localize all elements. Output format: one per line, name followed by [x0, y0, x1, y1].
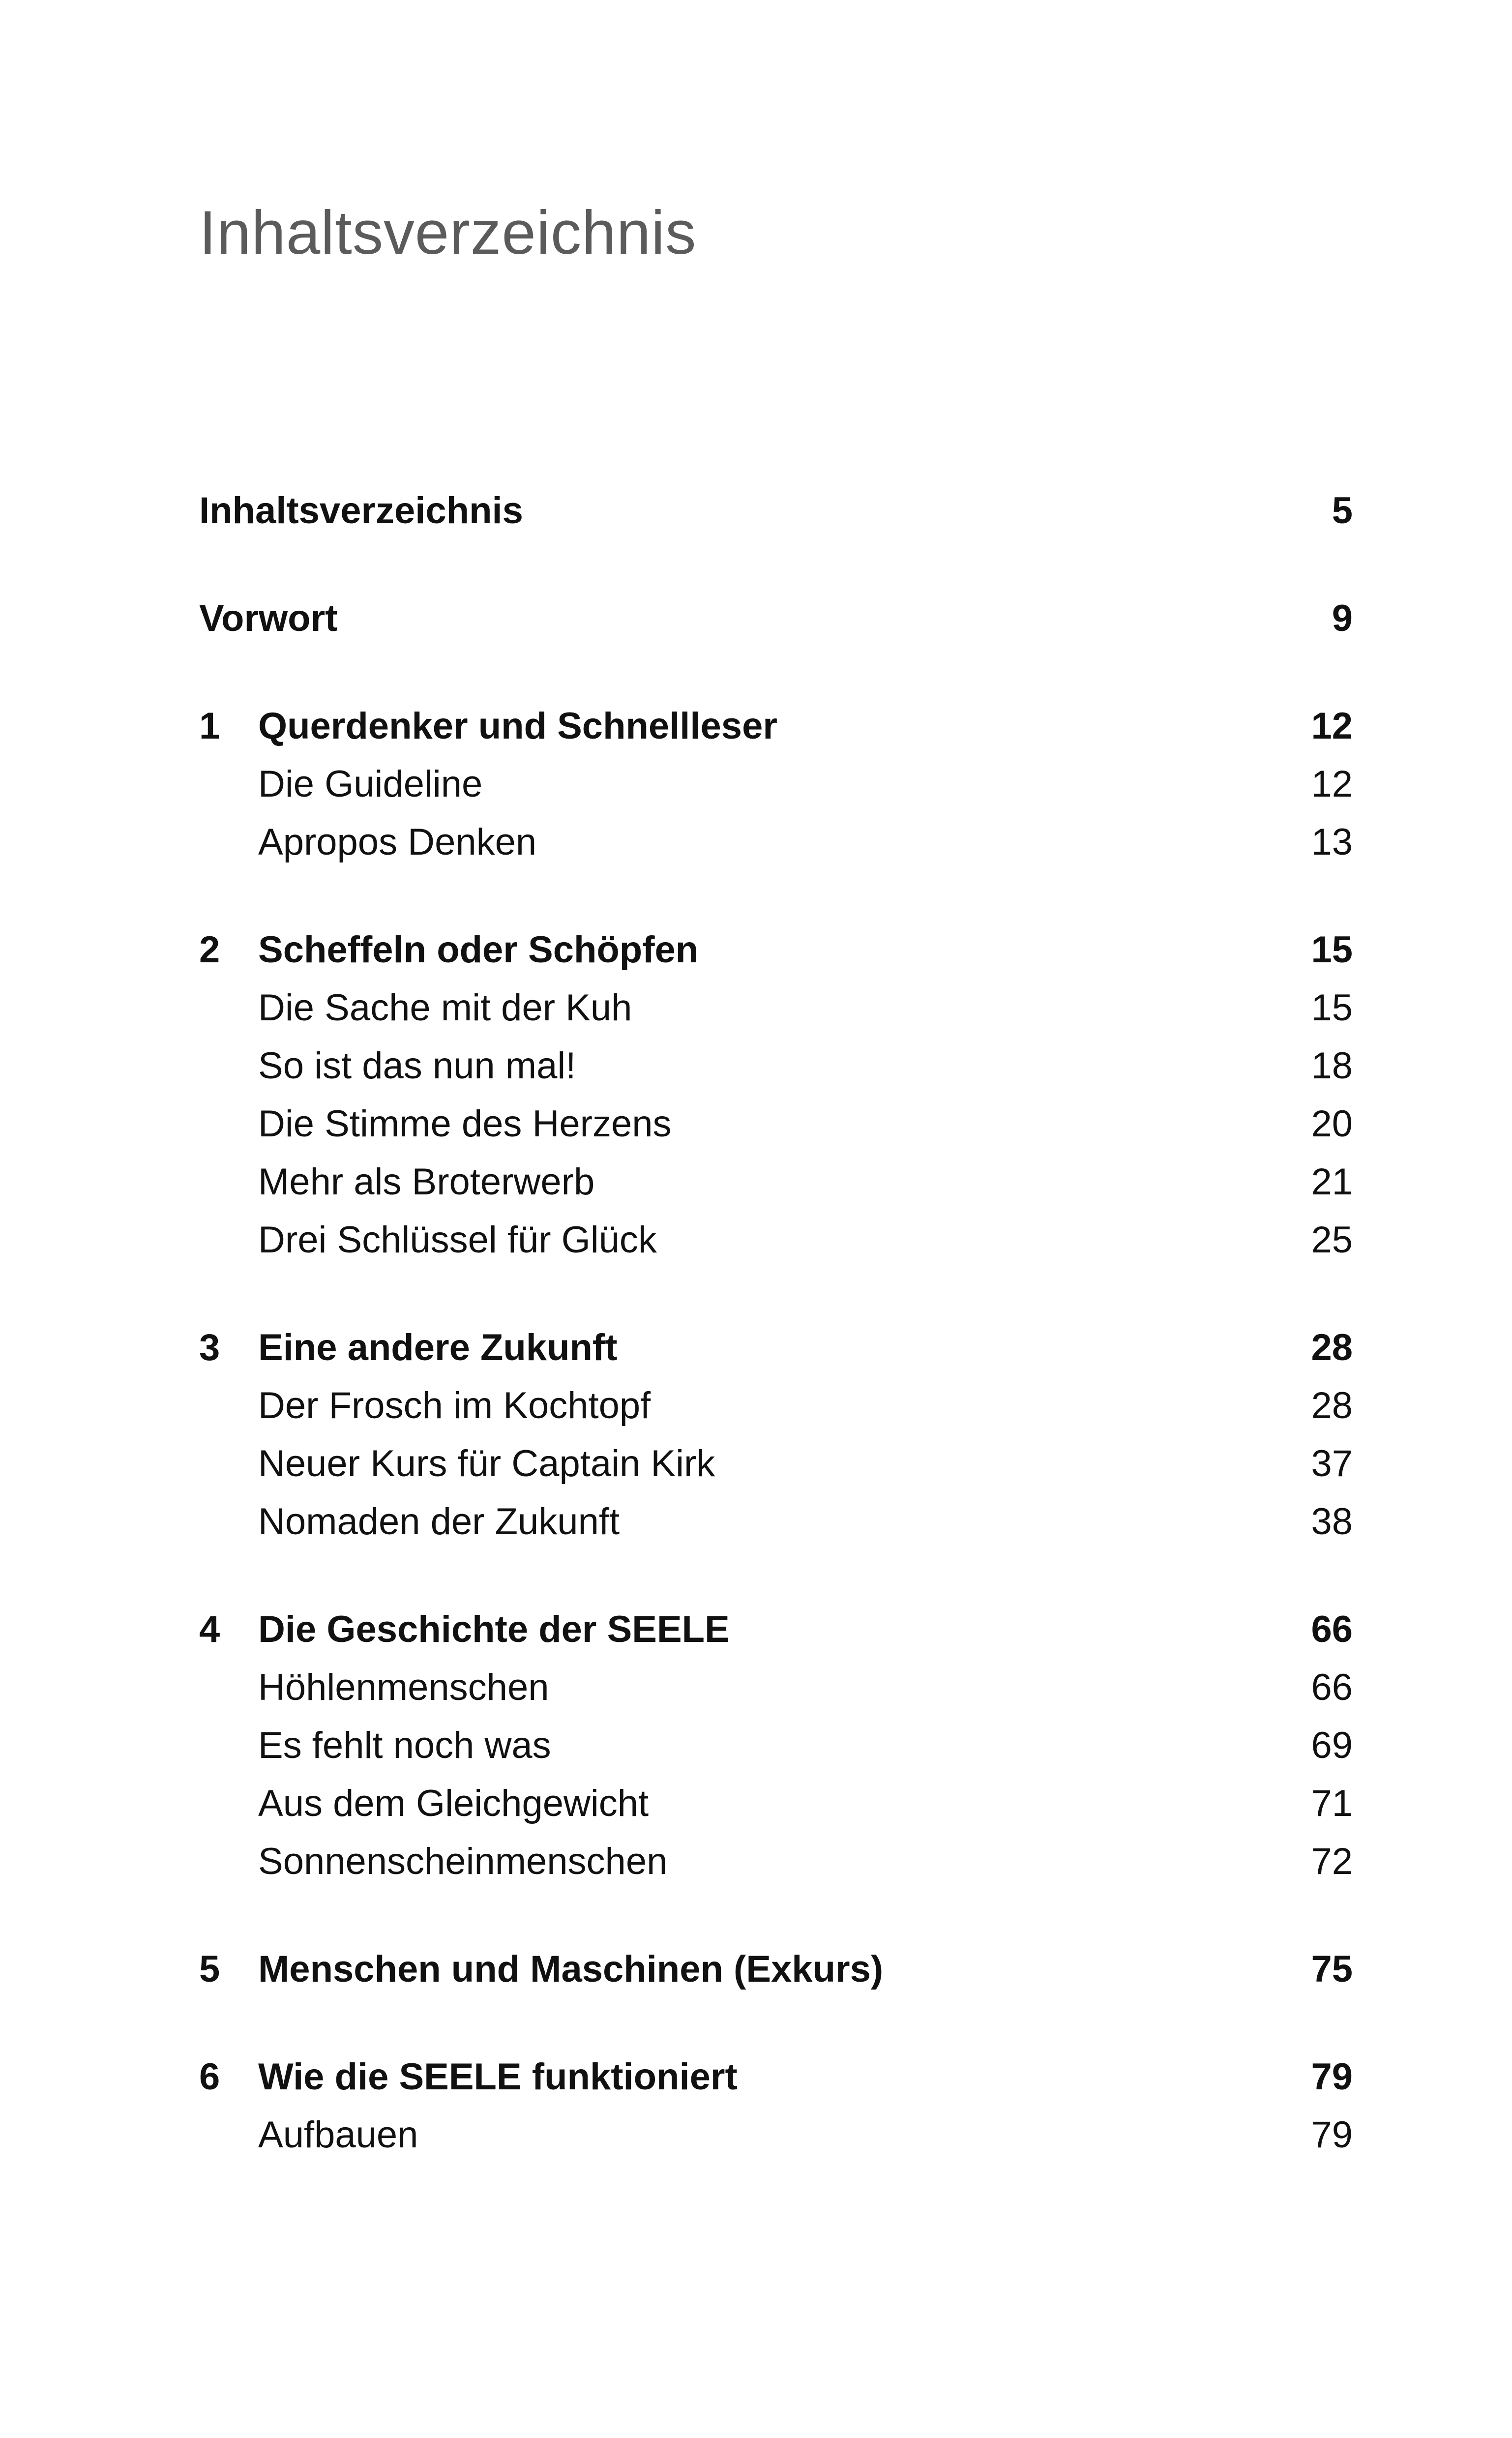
- table-of-contents: [199, 482, 1353, 2164]
- toc-entry-chapter: [199, 921, 1353, 979]
- section-gap: [199, 871, 1353, 921]
- toc-entry-page: 15: [1311, 929, 1353, 971]
- toc-entry-title: So ist das nun mal!: [258, 1045, 576, 1087]
- toc-chapter-number: 4: [199, 1608, 220, 1650]
- toc-entry-page: 18: [1311, 1045, 1353, 1087]
- toc-entry-section: [199, 1775, 1353, 1833]
- toc-entry-section: [199, 1095, 1353, 1153]
- toc-entry-page: 12: [1311, 705, 1353, 747]
- toc-entry-page: 25: [1311, 1219, 1353, 1261]
- toc-entry-chapter: [199, 1940, 1353, 1998]
- toc-entry-title: Neuer Kurs für Captain Kirk: [258, 1443, 715, 1485]
- toc-entry-page: 71: [1311, 1783, 1353, 1824]
- toc-entry-page: 72: [1311, 1841, 1353, 1882]
- toc-entry-title: Sonnenscheinmenschen: [258, 1841, 668, 1882]
- toc-entry-page: 79: [1311, 2056, 1353, 2098]
- section-gap: [199, 1269, 1353, 1319]
- toc-entry-title: Höhlenmenschen: [258, 1666, 549, 1708]
- toc-entry-title: Aufbauen: [258, 2114, 418, 2156]
- toc-chapter-number: 3: [199, 1327, 220, 1368]
- toc-entry-title: Die Guideline: [258, 763, 483, 805]
- toc-entry-title: Vorwort: [199, 597, 338, 639]
- toc-chapter-number: 2: [199, 929, 220, 971]
- toc-entry-chapter: [199, 697, 1353, 755]
- toc-entry-page: 9: [1332, 597, 1353, 639]
- toc-entry-page: 5: [1332, 490, 1353, 532]
- section-gap: [199, 540, 1353, 590]
- toc-entry-title: Die Sache mit der Kuh: [258, 987, 632, 1029]
- toc-entry-section: [199, 1211, 1353, 1269]
- toc-entry-section: [199, 1153, 1353, 1211]
- toc-entry-section: [199, 813, 1353, 871]
- toc-entry-section: [199, 1659, 1353, 1717]
- section-gap: [199, 1998, 1353, 2048]
- toc-chapter-number: 1: [199, 705, 220, 747]
- toc-chapter-number: 5: [199, 1948, 220, 1990]
- toc-entry-title: Scheffeln oder Schöpfen: [258, 929, 699, 971]
- toc-entry-title: Es fehlt noch was: [258, 1724, 551, 1766]
- toc-entry-page: 12: [1311, 763, 1353, 805]
- toc-entry-title: Menschen und Maschinen (Exkurs): [258, 1948, 884, 1990]
- toc-entry-front-matter: [199, 590, 1353, 648]
- toc-entry-page: 75: [1311, 1948, 1353, 1990]
- toc-entry-section: [199, 2106, 1353, 2164]
- toc-entry-section: [199, 755, 1353, 813]
- toc-entry-title: Inhaltsverzeichnis: [199, 490, 523, 532]
- toc-entry-page: 79: [1311, 2114, 1353, 2156]
- toc-entry-title: Querdenker und Schnellleser: [258, 705, 777, 747]
- toc-entry-chapter: [199, 2048, 1353, 2106]
- toc-entry-page: 69: [1311, 1724, 1353, 1766]
- toc-entry-page: 13: [1311, 821, 1353, 863]
- toc-entry-title: Wie die SEELE funktioniert: [258, 2056, 738, 2098]
- toc-entry-section: [199, 1833, 1353, 1891]
- toc-entry-title: Der Frosch im Kochtopf: [258, 1385, 651, 1427]
- toc-entry-page: 15: [1311, 987, 1353, 1029]
- section-gap: [199, 648, 1353, 697]
- toc-entry-page: 21: [1311, 1161, 1353, 1203]
- toc-entry-page: 28: [1311, 1385, 1353, 1427]
- toc-entry-page: 28: [1311, 1327, 1353, 1368]
- toc-entry-chapter: [199, 1319, 1353, 1377]
- toc-entry-title: Nomaden der Zukunft: [258, 1501, 620, 1543]
- toc-entry-page: 37: [1311, 1443, 1353, 1485]
- toc-entry-section: [199, 1435, 1353, 1493]
- toc-entry-section: [199, 1717, 1353, 1775]
- toc-entry-title: Aus dem Gleichgewicht: [258, 1783, 649, 1824]
- toc-entry-page: 66: [1311, 1608, 1353, 1650]
- toc-entry-page: 38: [1311, 1501, 1353, 1543]
- toc-entry-title: Die Stimme des Herzens: [258, 1103, 672, 1145]
- toc-chapter-number: 6: [199, 2056, 220, 2098]
- toc-entry-page: 66: [1311, 1666, 1353, 1708]
- toc-entry-section: [199, 1037, 1353, 1095]
- toc-entry-section: [199, 979, 1353, 1037]
- page-title: Inhaltsverzeichnis: [199, 199, 697, 267]
- section-gap: [199, 1551, 1353, 1601]
- toc-entry-section: [199, 1377, 1353, 1435]
- section-gap: [199, 1891, 1353, 1940]
- toc-entry-section: [199, 1493, 1353, 1551]
- toc-entry-title: Apropos Denken: [258, 821, 537, 863]
- toc-entry-title: Drei Schlüssel für Glück: [258, 1219, 657, 1261]
- toc-entry-page: 20: [1311, 1103, 1353, 1145]
- toc-entry-front-matter: [199, 482, 1353, 540]
- toc-entry-title: Eine andere Zukunft: [258, 1327, 618, 1368]
- toc-entry-title: Mehr als Broterwerb: [258, 1161, 595, 1203]
- toc-entry-title: Die Geschichte der SEELE: [258, 1608, 730, 1650]
- toc-entry-chapter: [199, 1601, 1353, 1659]
